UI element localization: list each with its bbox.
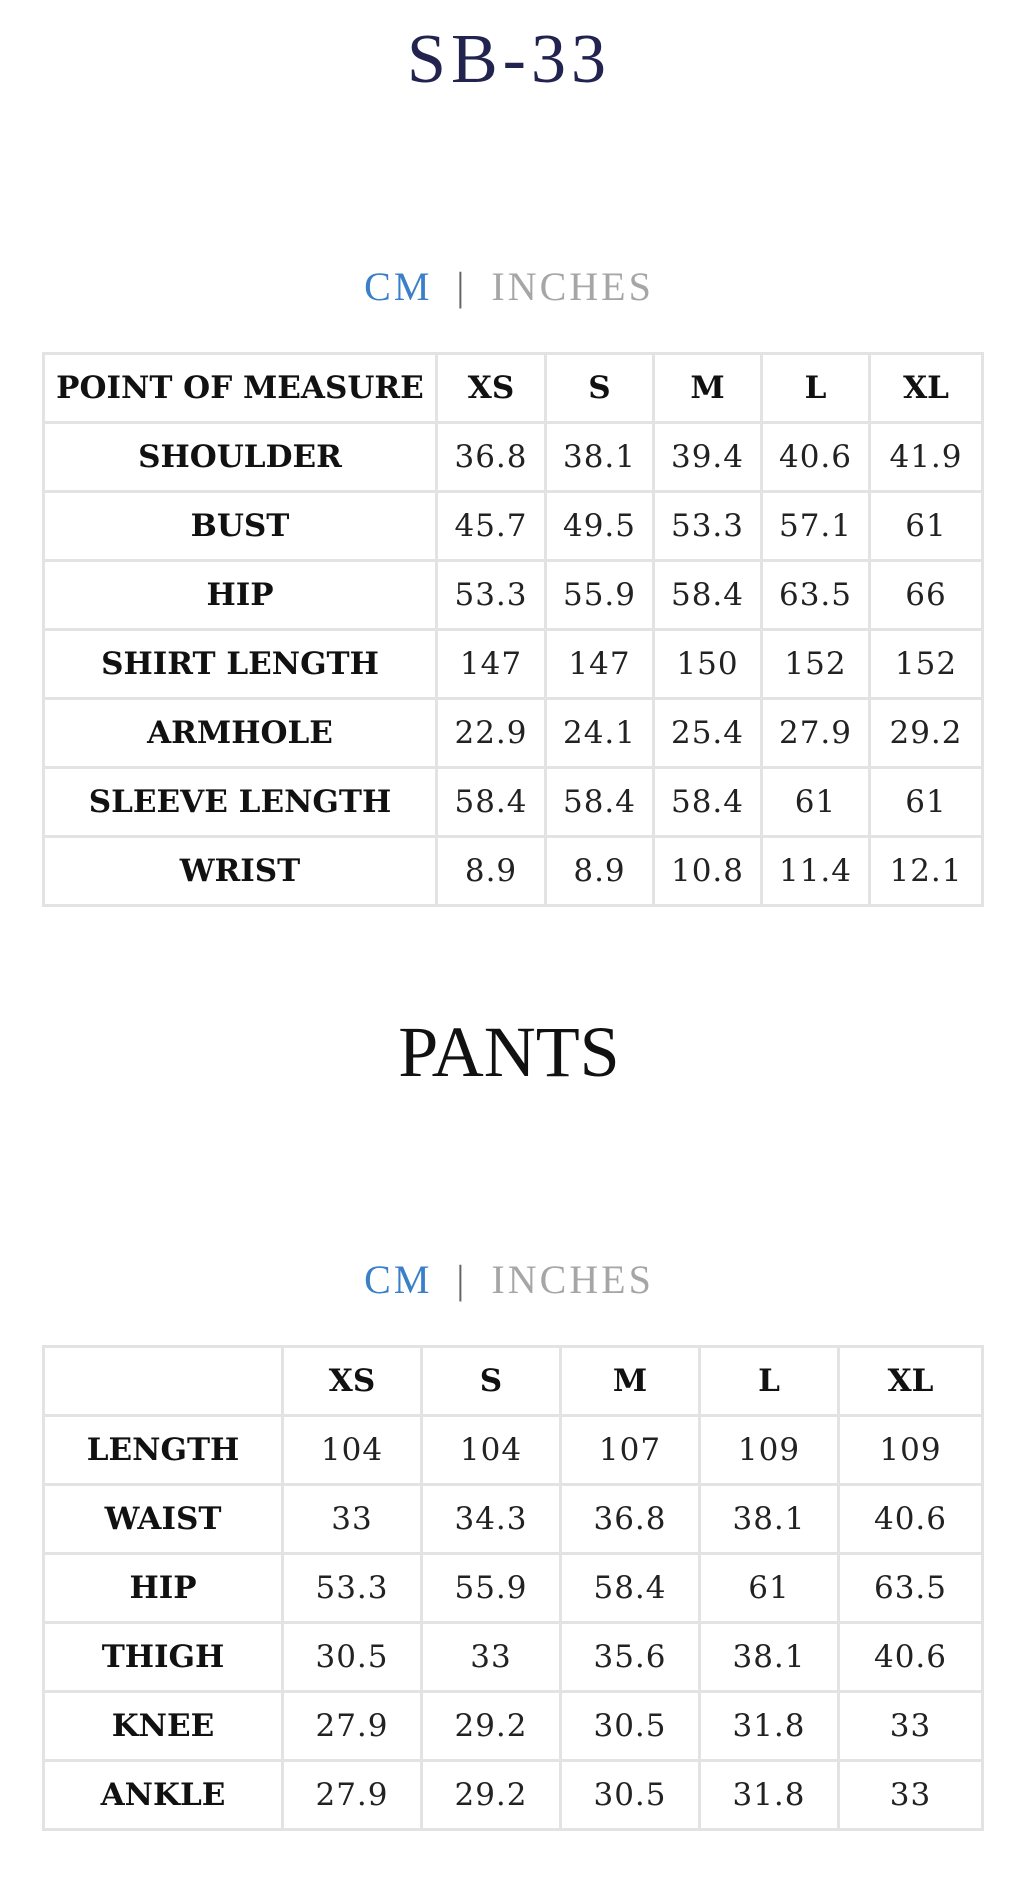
measurement-cell: 55.9 <box>546 561 654 630</box>
measurement-cell: 152 <box>870 630 983 699</box>
measurement-cell: 58.4 <box>437 768 546 837</box>
measurement-cell: 58.4 <box>546 768 654 837</box>
measurement-cell: 104 <box>422 1416 561 1485</box>
measurement-cell: 33 <box>839 1761 983 1830</box>
table-row <box>44 1554 983 1623</box>
measurement-cell: 53.3 <box>437 561 546 630</box>
measurement-cell: 31.8 <box>700 1692 839 1761</box>
measurement-cell: 57.1 <box>762 492 870 561</box>
product-title: SB-33 <box>407 21 611 98</box>
measurement-cell: 24.1 <box>546 699 654 768</box>
column-header: XS <box>437 354 546 423</box>
shirt-unit-inches-button[interactable]: INCHES <box>491 264 654 309</box>
table-header-row <box>44 354 983 423</box>
measurement-cell: 40.6 <box>839 1485 983 1554</box>
row-label: BUST <box>44 492 437 561</box>
measurement-cell: 27.9 <box>283 1692 422 1761</box>
measurement-cell: 61 <box>700 1554 839 1623</box>
measurement-cell: 53.3 <box>283 1554 422 1623</box>
row-label: ANKLE <box>44 1761 283 1830</box>
measurement-cell: 34.3 <box>422 1485 561 1554</box>
measurement-cell: 40.6 <box>762 423 870 492</box>
measurement-cell: 49.5 <box>546 492 654 561</box>
measurement-cell: 35.6 <box>561 1623 700 1692</box>
measurement-cell: 30.5 <box>283 1623 422 1692</box>
table-row <box>44 1623 983 1692</box>
measurement-cell: 33 <box>422 1623 561 1692</box>
shirt-unit-separator: | <box>456 264 468 309</box>
table-row <box>44 837 983 906</box>
table-row <box>44 561 983 630</box>
table-row <box>44 423 983 492</box>
measurement-cell: 150 <box>654 630 762 699</box>
column-header: L <box>762 354 870 423</box>
pants-unit-cm-button[interactable]: CM <box>364 1257 433 1302</box>
pants-unit-separator: | <box>456 1257 468 1302</box>
measurement-cell: 33 <box>839 1692 983 1761</box>
shirt-unit-cm-button[interactable]: CM <box>364 264 433 309</box>
measurement-cell: 41.9 <box>870 423 983 492</box>
table-row <box>44 1416 983 1485</box>
measurement-cell: 147 <box>546 630 654 699</box>
table-row <box>44 1692 983 1761</box>
row-label: SHIRT LENGTH <box>44 630 437 699</box>
measurement-cell: 27.9 <box>283 1761 422 1830</box>
measurement-cell: 147 <box>437 630 546 699</box>
column-header: POINT OF MEASURE <box>44 354 437 423</box>
measurement-cell: 8.9 <box>437 837 546 906</box>
table-row <box>44 768 983 837</box>
table-row <box>44 492 983 561</box>
measurement-cell: 25.4 <box>654 699 762 768</box>
column-header: XS <box>283 1347 422 1416</box>
pants-unit-inches-button[interactable]: INCHES <box>491 1257 654 1302</box>
measurement-cell: 11.4 <box>762 837 870 906</box>
measurement-cell: 63.5 <box>762 561 870 630</box>
measurement-cell: 63.5 <box>839 1554 983 1623</box>
measurement-cell: 33 <box>283 1485 422 1554</box>
row-label: HIP <box>44 1554 283 1623</box>
measurement-cell: 58.4 <box>561 1554 700 1623</box>
column-header: S <box>546 354 654 423</box>
measurement-cell: 29.2 <box>870 699 983 768</box>
measurement-cell: 61 <box>870 492 983 561</box>
column-header: M <box>654 354 762 423</box>
row-label: WRIST <box>44 837 437 906</box>
measurement-cell: 29.2 <box>422 1692 561 1761</box>
measurement-cell: 66 <box>870 561 983 630</box>
measurement-cell: 45.7 <box>437 492 546 561</box>
row-label: WAIST <box>44 1485 283 1554</box>
measurement-cell: 38.1 <box>700 1485 839 1554</box>
measurement-cell: 58.4 <box>654 561 762 630</box>
measurement-cell: 12.1 <box>870 837 983 906</box>
table-row <box>44 1485 983 1554</box>
measurement-cell: 38.1 <box>700 1623 839 1692</box>
measurement-cell: 22.9 <box>437 699 546 768</box>
measurement-cell: 30.5 <box>561 1692 700 1761</box>
table-header-row <box>44 1347 983 1416</box>
measurement-cell: 109 <box>700 1416 839 1485</box>
measurement-cell: 107 <box>561 1416 700 1485</box>
row-label: LENGTH <box>44 1416 283 1485</box>
measurement-cell: 31.8 <box>700 1761 839 1830</box>
measurement-cell: 40.6 <box>839 1623 983 1692</box>
measurement-cell: 38.1 <box>546 423 654 492</box>
column-header: XL <box>870 354 983 423</box>
column-header <box>44 1347 283 1416</box>
measurement-cell: 39.4 <box>654 423 762 492</box>
row-label: KNEE <box>44 1692 283 1761</box>
measurement-cell: 109 <box>839 1416 983 1485</box>
pants-unit-toggle <box>0 1256 1018 1304</box>
measurement-cell: 61 <box>870 768 983 837</box>
column-header: M <box>561 1347 700 1416</box>
row-label: SHOULDER <box>44 423 437 492</box>
shirt-unit-toggle <box>0 263 1018 311</box>
row-label: ARMHOLE <box>44 699 437 768</box>
pants-size-table <box>42 1345 984 1831</box>
measurement-cell: 36.8 <box>437 423 546 492</box>
measurement-cell: 29.2 <box>422 1761 561 1830</box>
row-label: THIGH <box>44 1623 283 1692</box>
column-header: XL <box>839 1347 983 1416</box>
measurement-cell: 55.9 <box>422 1554 561 1623</box>
measurement-cell: 27.9 <box>762 699 870 768</box>
shirt-size-table <box>42 352 984 907</box>
column-header: S <box>422 1347 561 1416</box>
measurement-cell: 61 <box>762 768 870 837</box>
measurement-cell: 58.4 <box>654 768 762 837</box>
row-label: HIP <box>44 561 437 630</box>
measurement-cell: 104 <box>283 1416 422 1485</box>
measurement-cell: 36.8 <box>561 1485 700 1554</box>
measurement-cell: 30.5 <box>561 1761 700 1830</box>
measurement-cell: 53.3 <box>654 492 762 561</box>
row-label: SLEEVE LENGTH <box>44 768 437 837</box>
table-row <box>44 1761 983 1830</box>
table-row <box>44 630 983 699</box>
measurement-cell: 10.8 <box>654 837 762 906</box>
measurement-cell: 8.9 <box>546 837 654 906</box>
measurement-cell: 152 <box>762 630 870 699</box>
pants-title: PANTS <box>398 1012 620 1092</box>
table-row <box>44 699 983 768</box>
column-header: L <box>700 1347 839 1416</box>
